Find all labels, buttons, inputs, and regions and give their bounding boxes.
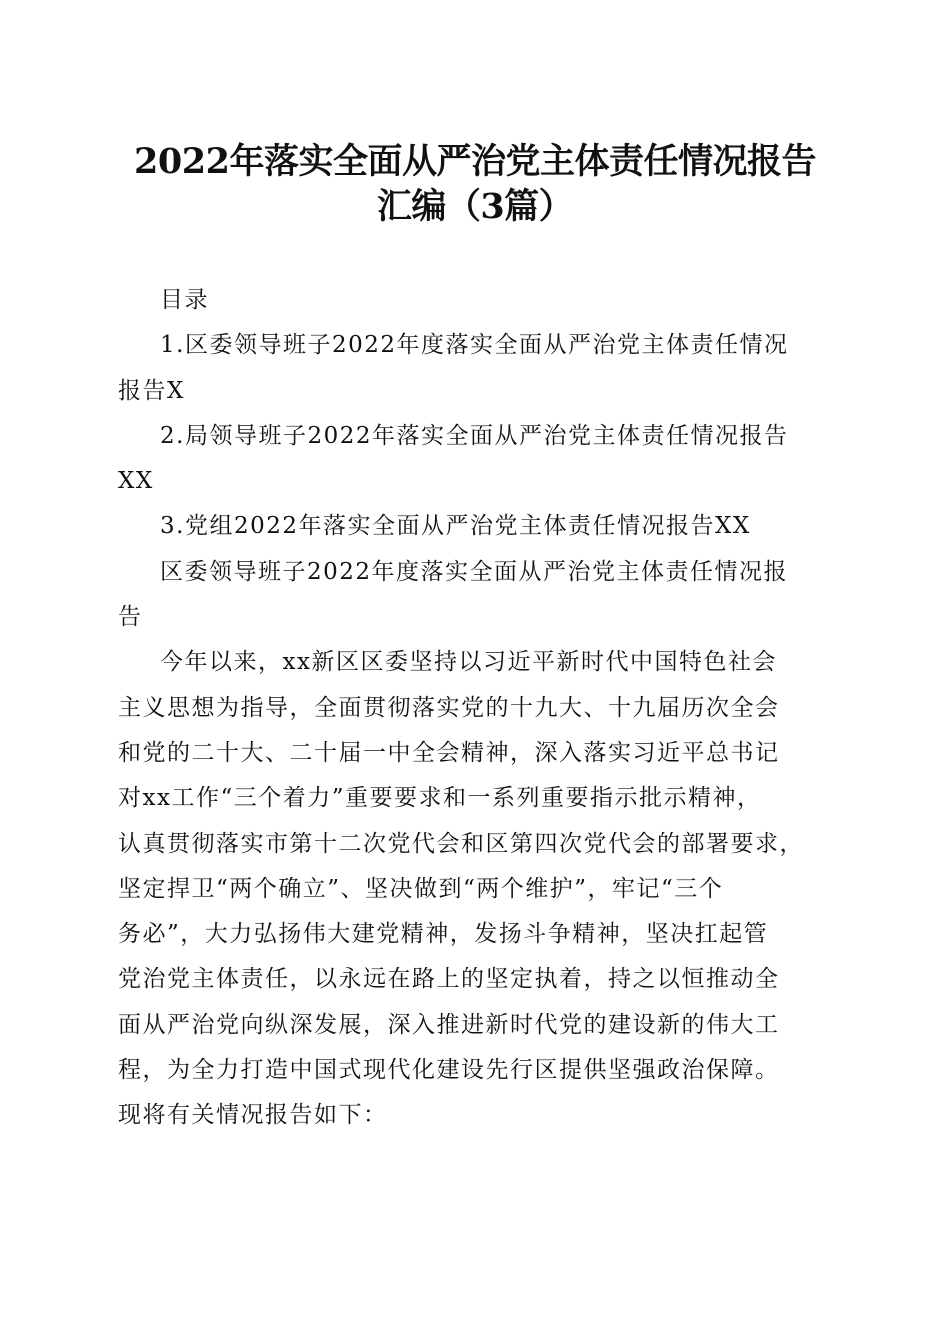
section-heading-line-1: 区委领导班子2022年度落实全面从严治党主体责任情况报	[160, 558, 789, 585]
toc-item-3-line-1: 3.党组2022年落实全面从严治党主体责任情况报告XX	[160, 513, 751, 540]
body-line: 今年以来，xx新区区委坚持以习近平新时代中国特色社会	[160, 649, 777, 676]
toc-item-2-line-2: XX	[118, 468, 154, 495]
document-title-line-1: 2022年落实全面从严治党主体责任情况报告	[134, 141, 816, 182]
toc-item-1-line-2: 报告X	[118, 377, 185, 404]
body-line: 务必”，大力弘扬伟大建党精神，发扬斗争精神，坚决扛起管	[118, 921, 769, 948]
body-line: 坚定捍卫“两个确立”、坚决做到“两个维护”，牢记“三个	[118, 875, 724, 902]
body-line: 认真贯彻落实市第十二次党代会和区第四次党代会的部署要求，	[118, 830, 804, 857]
section-heading-line-2: 告	[118, 604, 143, 631]
body-line: 党治党主体责任，以永远在路上的坚定执着，持之以恒推动全	[118, 966, 780, 993]
body-line: 对xx工作“三个着力”重要要求和一系列重要指示批示精神，	[118, 785, 762, 812]
toc-heading: 目录	[160, 287, 209, 313]
toc-item-2-line-1: 2.局领导班子2022年落实全面从严治党主体责任情况报告	[160, 422, 789, 449]
body-line: 和党的二十大、二十届一中全会精神，深入落实习近平总书记	[118, 739, 780, 766]
document-title-line-2: 汇编（3篇）	[376, 186, 574, 227]
toc-item-1-line-1: 1.区委领导班子2022年度落实全面从严治党主体责任情况	[160, 332, 789, 359]
body-line: 现将有关情况报告如下：	[118, 1102, 388, 1129]
body-line: 主义思想为指导，全面贯彻落实党的十九大、十九届历次全会	[118, 694, 780, 721]
body-line: 面从严治党向纵深发展，深入推进新时代党的建设新的伟大工	[118, 1011, 780, 1038]
body-line: 程，为全力打造中国式现代化建设先行区提供坚强政治保障。	[118, 1057, 780, 1084]
document-body	[118, 278, 838, 1139]
